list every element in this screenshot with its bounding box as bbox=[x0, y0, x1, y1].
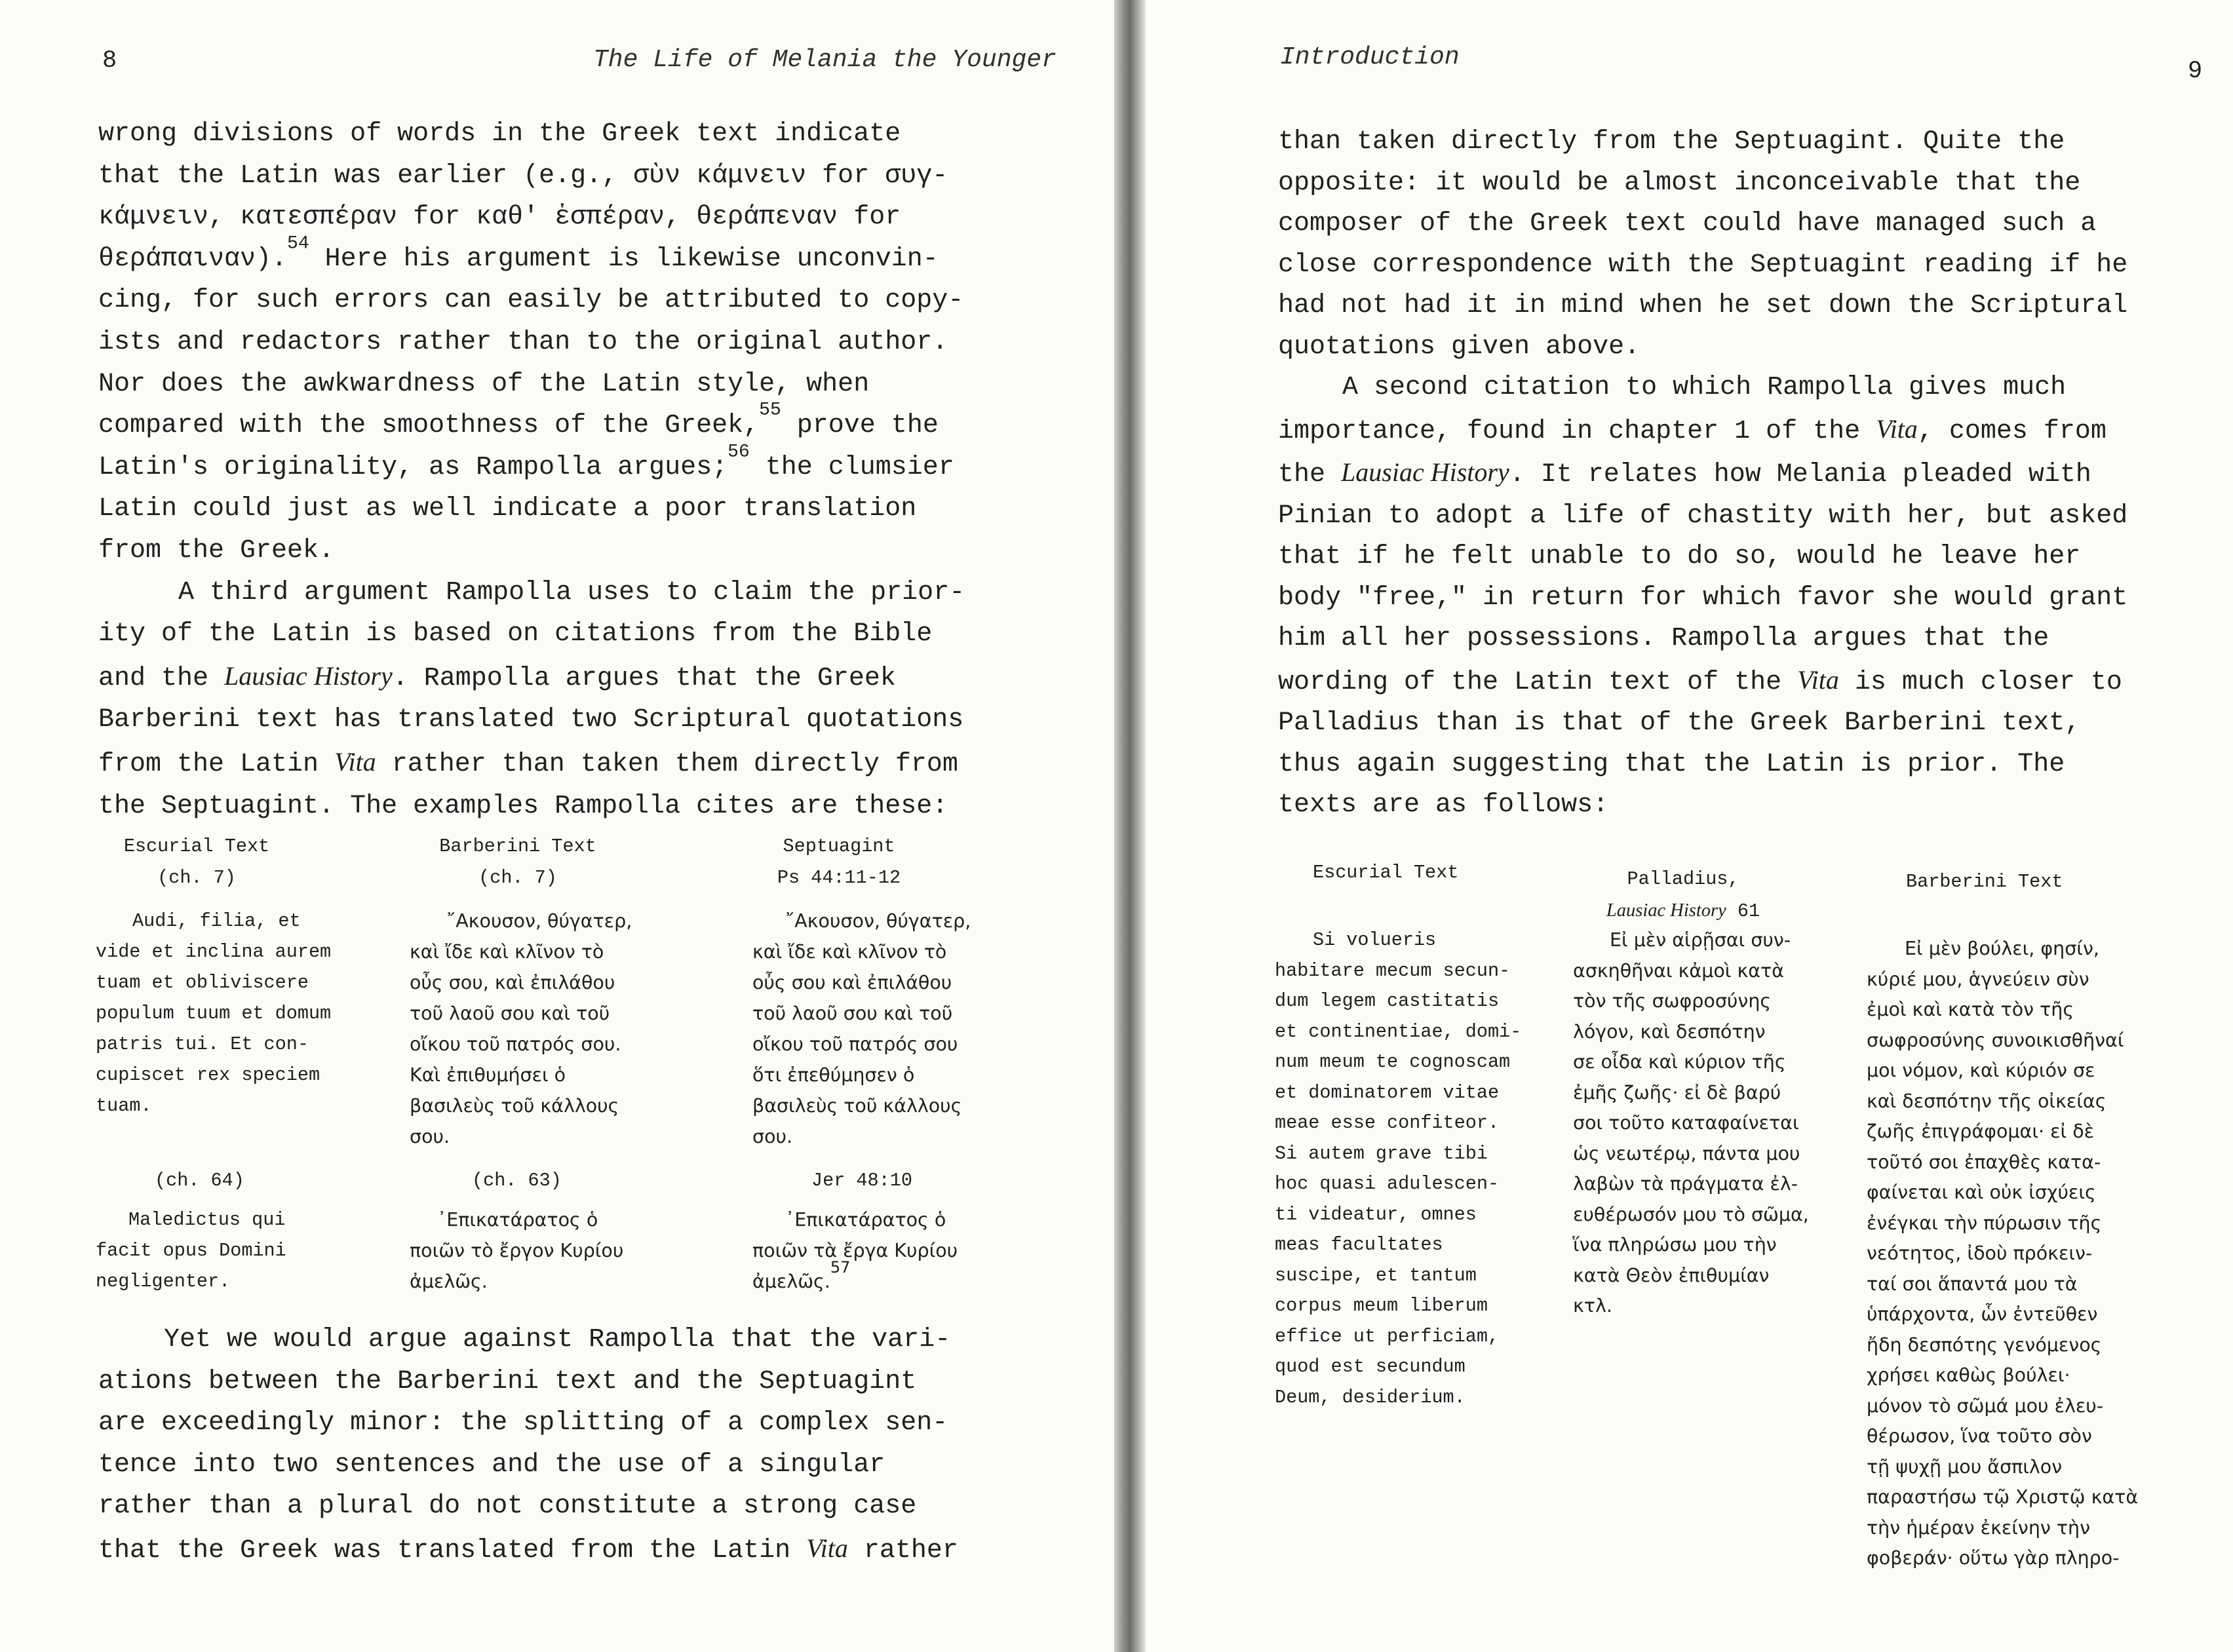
table-line: σου. bbox=[410, 1126, 450, 1147]
left-body-top bbox=[98, 113, 965, 827]
column-header-ref: Ps 44:11-12 bbox=[777, 867, 901, 889]
table-line: et dominatorem vitae bbox=[1275, 1081, 1500, 1104]
table-line: σωφροσύνης συνοικισθῆναί bbox=[1867, 1029, 2124, 1051]
escurial-text-column-2 bbox=[96, 1204, 286, 1297]
table-line: φοβεράν· οὕτω γὰρ πληρο- bbox=[1867, 1547, 2120, 1569]
table-line: ᾿Επικατάρατος ὁ bbox=[785, 1209, 946, 1231]
table-line bbox=[752, 1258, 958, 1297]
text-line bbox=[1278, 409, 2127, 453]
text-span: rather bbox=[847, 1535, 958, 1566]
table-line: meae esse confiteor. bbox=[1275, 1112, 1500, 1134]
text-line: cing, for such errors can easily be attributed to copy- bbox=[98, 286, 964, 316]
text-line: that the Latin was earlier (e.g., σὺν κάμνειν for συγ- bbox=[98, 161, 948, 191]
table-line: ῎Ακουσον, θύγατερ, bbox=[785, 910, 971, 932]
text-line: tence into two sentences and the use of a singular bbox=[98, 1450, 885, 1480]
table-line: Maledictus qui bbox=[128, 1209, 286, 1231]
left-body-bottom bbox=[98, 1319, 958, 1572]
table-line: ποιῶν τὸ ἔργον Κυρίου bbox=[410, 1240, 624, 1261]
table-line: negligenter. bbox=[96, 1271, 231, 1292]
text-line: are exceedingly minor: the splitting of a complex sen- bbox=[98, 1408, 948, 1438]
text-span: wording of the Latin text of the bbox=[1278, 667, 1798, 697]
table-line: βασιλεὺς τοῦ κάλλους bbox=[752, 1095, 962, 1117]
right-page bbox=[1146, 0, 2233, 1652]
table-line: dum legem castitatis bbox=[1275, 990, 1500, 1012]
text-span: and the bbox=[98, 663, 225, 693]
escurial-text-column bbox=[96, 906, 331, 1121]
table-line: σου. bbox=[752, 1126, 793, 1147]
right-body bbox=[1278, 122, 2127, 826]
table-line: θέρωσον, ἵνα τοῦτο σὸν bbox=[1867, 1425, 2092, 1447]
text-span: importance, found in chapter 1 of the bbox=[1278, 416, 1876, 446]
table-line: ὡς νεωτέρῳ, πάντα μου bbox=[1573, 1142, 1800, 1164]
table-line: κτλ. bbox=[1573, 1295, 1612, 1316]
table-line: ἵνα πληρώσω μου τὴν bbox=[1573, 1234, 1777, 1256]
table-line: ζωῆς ἐπιγράφομαι· εἰ δὲ bbox=[1867, 1121, 2095, 1142]
text-line: composer of the Greek text could have managed such a bbox=[1278, 209, 2097, 239]
column-header-title: Septuagint bbox=[783, 836, 895, 857]
table-line: num meum te cognoscam bbox=[1275, 1051, 1511, 1073]
table-line: et continentiae, domi- bbox=[1275, 1020, 1522, 1043]
text-line bbox=[98, 233, 965, 280]
italic-title: Lausiac History bbox=[1341, 457, 1509, 487]
chapter-ref: (ch. 64) bbox=[155, 1170, 244, 1191]
book-gutter bbox=[1114, 0, 1146, 1652]
column-header-ref: (ch. 7) bbox=[157, 867, 236, 889]
table-line: suscipe, et tantum bbox=[1275, 1264, 1477, 1286]
text-line: that if he felt unable to do so, would he leave her bbox=[1278, 542, 2081, 571]
column-header: Barberini Text bbox=[1906, 871, 2063, 893]
table-line: Εἰ μὲν βούλει, φησίν, bbox=[1905, 938, 2099, 959]
italic-title: Vita bbox=[806, 1533, 848, 1563]
table-line: effice ut perficiam, bbox=[1275, 1325, 1500, 1347]
text-line bbox=[98, 741, 965, 786]
table-line: καὶ ἴδε καὶ κλῖνον τὸ bbox=[410, 941, 604, 963]
column-header-title: Escurial Text bbox=[123, 836, 270, 857]
table-line: σε οἶδα καὶ κύριον τῆς bbox=[1573, 1051, 1786, 1073]
table-line: tuam et obliviscere bbox=[96, 972, 309, 993]
palladius-column bbox=[1573, 925, 1809, 1322]
column-header bbox=[1572, 864, 1795, 927]
text-span: prove the bbox=[781, 411, 939, 441]
text-line: rather than a plural do not constitute a strong case bbox=[98, 1491, 917, 1522]
text-span: , comes from bbox=[1917, 416, 2107, 446]
table-line: habitare mecum secun- bbox=[1275, 959, 1511, 982]
table-line: Εἰ μὲν αἱρῇσαι συν- bbox=[1610, 929, 1791, 951]
table-line: patris tui. Et con- bbox=[96, 1033, 309, 1055]
text-span: Here his argument is likewise unconvin- bbox=[309, 244, 939, 274]
table-line: χρήσει καθὼς βούλει· bbox=[1867, 1364, 2070, 1386]
text-line: opposite: it would be almost inconceivable that the bbox=[1278, 168, 2081, 198]
text-line bbox=[98, 1527, 958, 1572]
text-line: ations between the Barberini text and the Septuagint bbox=[98, 1366, 917, 1396]
chapter-ref: Jer 48:10 bbox=[811, 1170, 912, 1191]
text-line: ity of the Latin is based on citations from the Bible bbox=[98, 619, 933, 649]
italic-title: Lausiac History bbox=[1606, 900, 1726, 921]
table-line: λαβὼν τὰ πράγματα ἐλ- bbox=[1573, 1173, 1798, 1195]
footnote-ref-56[interactable]: 56 bbox=[728, 442, 750, 463]
left-page bbox=[0, 0, 1114, 1652]
text-span: Latin's originality, as Rampolla argues; bbox=[98, 452, 728, 482]
text-span: from the Latin bbox=[98, 749, 335, 779]
table-line: hoc quasi adulescen- bbox=[1275, 1173, 1500, 1195]
text-span: compared with the smoothness of the Greek, bbox=[98, 411, 760, 441]
italic-title: Vita bbox=[1797, 664, 1839, 695]
text-line: had not had it in mind when he set down the Scriptural bbox=[1278, 291, 2128, 320]
text-line: from the Greek. bbox=[98, 535, 335, 566]
text-line: A third argument Rampolla uses to claim the prior- bbox=[178, 577, 965, 607]
table-line: οὖς σου καὶ ἐπιλάθου bbox=[752, 972, 952, 993]
table-line: Audi, filia, et bbox=[132, 910, 301, 932]
text-span: 61 bbox=[1726, 900, 1760, 922]
italic-title: Vita bbox=[334, 746, 376, 777]
column-header: Escurial Text bbox=[1313, 862, 1459, 883]
text-line: ists and redactors rather than to the original author. bbox=[98, 327, 948, 357]
text-line: Palladius than is that of the Greek Barberini text, bbox=[1278, 708, 2081, 738]
text-line: κάμνειν, κατεσπέραν for καθ' ἑσπέραν, θεράπεναν for bbox=[98, 202, 901, 233]
text-span: is much closer to bbox=[1838, 667, 2122, 697]
text-span: rather than taken them directly from bbox=[376, 749, 958, 779]
text-line: Nor does the awkwardness of the Latin style, when bbox=[98, 369, 870, 399]
table-line: τὸν τῆς σωφροσύνης bbox=[1573, 990, 1772, 1012]
table-line: λόγον, καὶ δεσπότην bbox=[1573, 1020, 1766, 1043]
text-line: Latin could just as well indicate a poor translation bbox=[98, 494, 917, 524]
page-number-right: 9 bbox=[2188, 58, 2203, 85]
column-header-ref: (ch. 7) bbox=[478, 867, 557, 889]
table-line: Si autem grave tibi bbox=[1275, 1142, 1488, 1164]
table-line: ἐνέγκαι τὴν πύρωσιν τῆς bbox=[1867, 1212, 2102, 1234]
text-line: thus again suggesting that the Latin is prior. The bbox=[1278, 749, 2065, 779]
italic-title: Vita bbox=[1876, 413, 1918, 444]
table-line: οὖς σου, καὶ ἐπιλάθου bbox=[410, 972, 615, 993]
column-header bbox=[111, 831, 282, 894]
septuagint-column-2 bbox=[752, 1204, 958, 1297]
text-span: ἀμελῶς. bbox=[752, 1271, 830, 1292]
page-number-left: 8 bbox=[102, 47, 117, 75]
table-line: ti videatur, omnes bbox=[1275, 1203, 1477, 1225]
italic-title: Lausiac History bbox=[224, 661, 393, 691]
text-span: the clumsier bbox=[749, 452, 954, 482]
table-line: οἴκου τοῦ πατρός σου. bbox=[410, 1033, 621, 1055]
table-line: ὅτι ἐπεθύμησεν ὁ bbox=[752, 1064, 915, 1086]
escurial-text-column bbox=[1275, 925, 1521, 1413]
column-header-title: Barberini Text bbox=[439, 836, 596, 857]
table-line: μόνον τὸ σῶμά μου ἐλευ- bbox=[1867, 1394, 2104, 1417]
running-head-right: Introduction bbox=[1280, 43, 1460, 71]
text-line: the Septuagint. The examples Rampolla cites are these: bbox=[98, 791, 948, 821]
table-line: ᾿Επικατάρατος ὁ bbox=[437, 1209, 598, 1231]
column-header bbox=[419, 831, 616, 894]
text-line: texts are as follows: bbox=[1278, 790, 1609, 820]
footnote-ref-57[interactable]: 57 bbox=[830, 1258, 851, 1277]
text-span: θεράπαιναν). bbox=[98, 244, 288, 274]
table-line: cupiscet rex speciem bbox=[96, 1064, 320, 1086]
column-header-ref bbox=[1572, 895, 1795, 927]
text-line: Barberini text has translated two Scriptural quotations bbox=[98, 705, 964, 735]
column-header-title: Palladius, bbox=[1627, 868, 1739, 890]
table-line: ευθέρωσόν μου τὸ σῶμα, bbox=[1573, 1203, 1809, 1225]
chapter-ref: (ch. 63) bbox=[472, 1170, 562, 1191]
text-line: Pinian to adopt a life of chastity with her, but asked bbox=[1278, 501, 2128, 531]
footnote-ref-55[interactable]: 55 bbox=[759, 400, 781, 421]
text-line bbox=[98, 442, 965, 489]
table-line: τοῦ λαοῦ σου καὶ τοῦ bbox=[410, 1003, 610, 1024]
text-line: wrong divisions of words in the Greek text indicate bbox=[98, 119, 901, 149]
septuagint-column bbox=[752, 906, 971, 1152]
table-line: meas facultates bbox=[1275, 1234, 1443, 1256]
table-line: φαίνεται καὶ οὐκ ἰσχύεις bbox=[1867, 1181, 2096, 1203]
text-line bbox=[1278, 660, 2127, 704]
table-line: οἴκου τοῦ πατρός σου bbox=[752, 1033, 958, 1055]
footnote-ref-54[interactable]: 54 bbox=[287, 233, 309, 254]
text-line: than taken directly from the Septuagint. Quite the bbox=[1278, 127, 2065, 157]
table-line: tuam. bbox=[96, 1095, 152, 1117]
text-span: that the Greek was translated from the Latin bbox=[98, 1535, 807, 1566]
table-line: νεότητος, ἰδοὺ πρόκειν- bbox=[1867, 1242, 2093, 1264]
table-line: καὶ ἴδε καὶ κλῖνον τὸ bbox=[752, 941, 947, 963]
table-line: τοῦτό σοι ἐπαχθὲς κατα- bbox=[1867, 1151, 2101, 1173]
table-line: παραστήσω τῷ Χριστῷ κατὰ bbox=[1867, 1486, 2139, 1508]
text-line: close correspondence with the Septuagint reading if he bbox=[1278, 250, 2128, 280]
text-span: . It relates how Melania pleaded with bbox=[1509, 460, 2091, 490]
table-line: βασιλεὺς τοῦ κάλλους bbox=[410, 1095, 619, 1117]
table-line: Si volueris bbox=[1313, 929, 1437, 951]
table-line: τὴν ἡμέραν ἐκείνην τὴν bbox=[1867, 1516, 2091, 1539]
table-line: σοι τοῦτο καταφαίνεται bbox=[1573, 1112, 1799, 1134]
table-line: corpus meum liberum bbox=[1275, 1295, 1488, 1316]
table-line: populum tuum et domum bbox=[96, 1003, 332, 1024]
table-line: ασκηθῆναι κἀμοὶ κατὰ bbox=[1573, 959, 1785, 982]
text-line bbox=[1278, 452, 2127, 496]
text-line bbox=[98, 655, 965, 700]
text-line: Yet we would argue against Rampolla that the vari- bbox=[164, 1325, 951, 1354]
table-line: κύριέ μου, ἁγνεύειν σὺν bbox=[1867, 968, 2089, 990]
table-line: ποιῶν τὰ ἔργα Κυρίου bbox=[752, 1240, 958, 1261]
table-line: τῇ ψυχῇ μου ἄσπιλον bbox=[1867, 1455, 2063, 1478]
table-line: ἤδη δεσπότης γενόμενος bbox=[1867, 1334, 2102, 1356]
column-header bbox=[754, 831, 924, 894]
table-line: ἐμοὶ καὶ κατὰ τὸν τῆς bbox=[1867, 999, 2074, 1020]
running-head-left: The Life of Melania the Younger bbox=[593, 46, 1057, 74]
text-span: . Rampolla argues that the Greek bbox=[392, 663, 896, 693]
text-line: quotations given above. bbox=[1278, 332, 1641, 362]
table-line: τοῦ λαοῦ σου καὶ τοῦ bbox=[752, 1003, 953, 1024]
table-line: ὑπάρχοντα, ὧν ἐντεῦθεν bbox=[1867, 1303, 2098, 1325]
text-span: the bbox=[1278, 460, 1342, 490]
table-line: ἐμῆς ζωῆς· εἰ δὲ βαρύ bbox=[1573, 1081, 1781, 1104]
text-line bbox=[98, 400, 965, 447]
barberini-text-column bbox=[410, 906, 632, 1152]
table-line: καὶ δεσπότην τῆς οἰκείας bbox=[1867, 1090, 2107, 1112]
table-line: κατὰ Θεὸν ἐπιθυμίαν bbox=[1573, 1264, 1770, 1286]
barberini-text-column bbox=[1867, 934, 2138, 1574]
table-line: μοι νόμον, καὶ κύριόν σε bbox=[1867, 1060, 2095, 1081]
table-line: ἀμελῶς. bbox=[410, 1271, 488, 1292]
barberini-text-column-2 bbox=[410, 1204, 623, 1297]
table-line: Καὶ ἐπιθυμήσει ὁ bbox=[410, 1064, 566, 1086]
text-line: body "free," in return for which favor she would grant bbox=[1278, 583, 2128, 613]
table-line: facit opus Domini bbox=[96, 1240, 286, 1261]
text-line: him all her possessions. Rampolla argues that the bbox=[1278, 624, 2049, 653]
table-line: ῎Ακουσον, θύγατερ, bbox=[446, 910, 632, 932]
table-line: ταί σοι ἅπαντά μου τὰ bbox=[1867, 1273, 2078, 1295]
table-line: quod est secundum bbox=[1275, 1356, 1466, 1377]
table-line: Deum, desiderium. bbox=[1275, 1386, 1466, 1408]
table-line: vide et inclina aurem bbox=[96, 941, 332, 963]
text-line: A second citation to which Rampolla gives much bbox=[1342, 373, 2067, 402]
